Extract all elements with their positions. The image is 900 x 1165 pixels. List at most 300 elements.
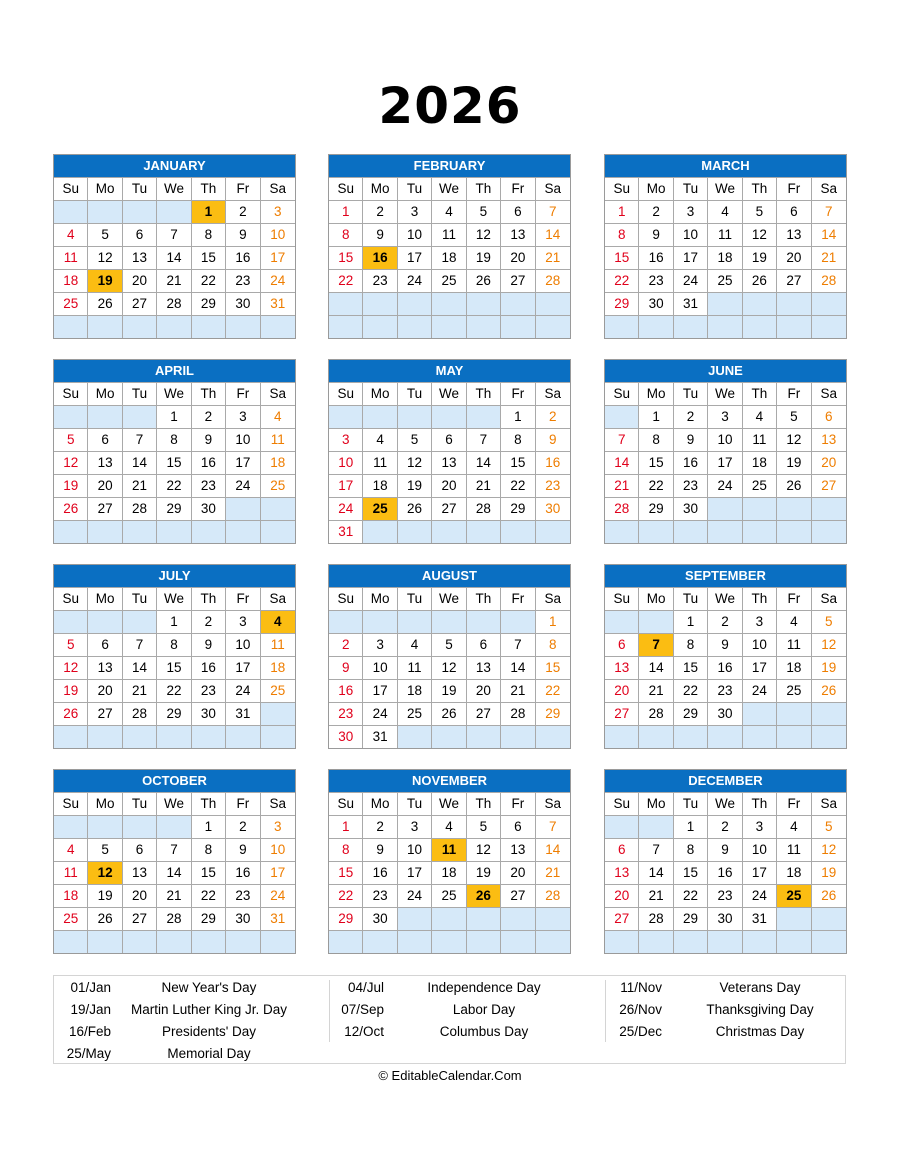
weekday-label: Su bbox=[605, 587, 639, 610]
empty-cell bbox=[123, 930, 157, 953]
day-cell: 5 bbox=[432, 633, 466, 656]
empty-cell bbox=[812, 907, 846, 930]
day-cell: 28 bbox=[157, 292, 191, 315]
empty-cell bbox=[157, 815, 191, 838]
day-cell: 7 bbox=[536, 200, 570, 223]
empty-cell bbox=[432, 725, 466, 748]
day-cell: 28 bbox=[536, 269, 570, 292]
empty-cell bbox=[226, 520, 260, 543]
holiday-day-cell: 11 bbox=[432, 838, 466, 861]
day-cell: 10 bbox=[363, 656, 397, 679]
day-cell: 6 bbox=[605, 633, 639, 656]
empty-cell bbox=[743, 930, 777, 953]
holiday-row bbox=[605, 999, 845, 1021]
empty-cell bbox=[777, 497, 811, 520]
holiday-day-cell: 25 bbox=[777, 884, 811, 907]
empty-cell bbox=[123, 200, 157, 223]
day-cell: 29 bbox=[157, 497, 191, 520]
empty-cell bbox=[467, 610, 501, 633]
day-cell: 18 bbox=[261, 451, 295, 474]
day-cell: 3 bbox=[708, 405, 742, 428]
day-cell: 4 bbox=[54, 223, 88, 246]
weekday-label: Sa bbox=[261, 177, 295, 200]
holiday-name: Martin Luther King Jr. Day bbox=[130, 1002, 288, 1017]
weekday-label: Th bbox=[192, 587, 226, 610]
holiday-row bbox=[329, 999, 569, 1021]
day-cell: 15 bbox=[674, 861, 708, 884]
day-cell: 15 bbox=[157, 656, 191, 679]
day-cell: 20 bbox=[777, 246, 811, 269]
weekday-label: Su bbox=[605, 792, 639, 815]
day-cell: 6 bbox=[432, 428, 466, 451]
empty-cell bbox=[467, 725, 501, 748]
day-cell: 19 bbox=[812, 861, 846, 884]
day-cell: 28 bbox=[536, 884, 570, 907]
day-cell: 5 bbox=[88, 838, 122, 861]
day-cell: 23 bbox=[639, 269, 673, 292]
weekday-label: Su bbox=[54, 587, 88, 610]
day-cell: 3 bbox=[398, 815, 432, 838]
empty-cell bbox=[157, 200, 191, 223]
month-may bbox=[328, 359, 571, 544]
empty-cell bbox=[329, 930, 363, 953]
weekday-label: Fr bbox=[777, 587, 811, 610]
day-cell: 3 bbox=[261, 815, 295, 838]
day-cell: 1 bbox=[674, 610, 708, 633]
day-cell: 11 bbox=[432, 223, 466, 246]
day-cell: 15 bbox=[329, 246, 363, 269]
empty-cell bbox=[708, 725, 742, 748]
day-cell: 18 bbox=[708, 246, 742, 269]
day-cell: 9 bbox=[708, 633, 742, 656]
day-cell: 26 bbox=[54, 702, 88, 725]
holiday-row bbox=[54, 977, 294, 999]
day-cell: 20 bbox=[88, 679, 122, 702]
day-cell: 24 bbox=[743, 679, 777, 702]
weekday-label: Su bbox=[329, 587, 363, 610]
day-cell: 25 bbox=[777, 679, 811, 702]
month-april bbox=[53, 359, 296, 544]
day-cell: 11 bbox=[743, 428, 777, 451]
day-cell: 10 bbox=[226, 633, 260, 656]
empty-cell bbox=[501, 315, 535, 338]
day-cell: 18 bbox=[363, 474, 397, 497]
weekday-label: Su bbox=[329, 177, 363, 200]
empty-cell bbox=[432, 610, 466, 633]
day-cell: 15 bbox=[536, 656, 570, 679]
day-cell: 8 bbox=[639, 428, 673, 451]
empty-cell bbox=[54, 520, 88, 543]
empty-cell bbox=[536, 292, 570, 315]
day-cell: 28 bbox=[605, 497, 639, 520]
empty-cell bbox=[605, 405, 639, 428]
day-cell: 22 bbox=[674, 679, 708, 702]
weekday-label: Sa bbox=[261, 382, 295, 405]
empty-cell bbox=[192, 725, 226, 748]
day-cell: 21 bbox=[123, 474, 157, 497]
day-cell: 9 bbox=[536, 428, 570, 451]
day-cell: 8 bbox=[501, 428, 535, 451]
holiday-name: Memorial Day bbox=[167, 1046, 251, 1061]
weekday-label: Mo bbox=[88, 587, 122, 610]
day-cell: 2 bbox=[192, 610, 226, 633]
month-header: SEPTEMBER bbox=[605, 565, 846, 587]
empty-cell bbox=[88, 815, 122, 838]
day-cell: 29 bbox=[674, 702, 708, 725]
empty-cell bbox=[708, 315, 742, 338]
day-cell: 20 bbox=[501, 861, 535, 884]
day-cell: 16 bbox=[363, 861, 397, 884]
empty-cell bbox=[812, 520, 846, 543]
day-cell: 9 bbox=[192, 428, 226, 451]
day-cell: 9 bbox=[708, 838, 742, 861]
day-cell: 26 bbox=[54, 497, 88, 520]
day-cell: 31 bbox=[226, 702, 260, 725]
column-divider bbox=[329, 980, 330, 1042]
day-cell: 20 bbox=[88, 474, 122, 497]
empty-cell bbox=[261, 315, 295, 338]
day-cell: 2 bbox=[192, 405, 226, 428]
empty-cell bbox=[501, 907, 535, 930]
empty-cell bbox=[777, 315, 811, 338]
day-cell: 21 bbox=[812, 246, 846, 269]
day-cell: 17 bbox=[708, 451, 742, 474]
empty-cell bbox=[398, 930, 432, 953]
empty-cell bbox=[639, 610, 673, 633]
day-cell: 15 bbox=[192, 861, 226, 884]
day-cell: 21 bbox=[157, 269, 191, 292]
day-cell: 6 bbox=[777, 200, 811, 223]
day-cell: 2 bbox=[536, 405, 570, 428]
weekday-label: We bbox=[157, 177, 191, 200]
day-cell: 13 bbox=[812, 428, 846, 451]
weekday-label: Sa bbox=[536, 587, 570, 610]
empty-cell bbox=[605, 520, 639, 543]
day-cell: 31 bbox=[261, 907, 295, 930]
day-cell: 12 bbox=[777, 428, 811, 451]
day-cell: 21 bbox=[467, 474, 501, 497]
weekday-label: Tu bbox=[123, 177, 157, 200]
day-cell: 18 bbox=[432, 246, 466, 269]
day-cell: 12 bbox=[88, 246, 122, 269]
weekday-label: Th bbox=[743, 792, 777, 815]
empty-cell bbox=[743, 702, 777, 725]
holiday-date: 26/Nov bbox=[619, 1002, 662, 1017]
day-cell: 9 bbox=[363, 838, 397, 861]
empty-cell bbox=[467, 292, 501, 315]
day-cell: 19 bbox=[54, 474, 88, 497]
day-cell: 19 bbox=[398, 474, 432, 497]
month-july bbox=[53, 564, 296, 749]
day-cell: 18 bbox=[432, 861, 466, 884]
day-cell: 16 bbox=[708, 861, 742, 884]
day-cell: 19 bbox=[88, 884, 122, 907]
day-cell: 13 bbox=[501, 223, 535, 246]
empty-cell bbox=[432, 315, 466, 338]
day-cell: 3 bbox=[743, 815, 777, 838]
day-cell: 13 bbox=[467, 656, 501, 679]
empty-cell bbox=[192, 520, 226, 543]
day-cell: 13 bbox=[605, 861, 639, 884]
empty-cell bbox=[226, 315, 260, 338]
empty-cell bbox=[743, 725, 777, 748]
day-cell: 6 bbox=[123, 838, 157, 861]
day-cell: 23 bbox=[363, 884, 397, 907]
day-cell: 2 bbox=[226, 200, 260, 223]
empty-cell bbox=[536, 930, 570, 953]
weekday-label: Su bbox=[54, 382, 88, 405]
day-cell: 30 bbox=[192, 497, 226, 520]
day-cell: 22 bbox=[192, 884, 226, 907]
day-cell: 17 bbox=[226, 451, 260, 474]
day-cell: 9 bbox=[192, 633, 226, 656]
day-cell: 24 bbox=[329, 497, 363, 520]
day-cell: 29 bbox=[536, 702, 570, 725]
day-cell: 18 bbox=[54, 884, 88, 907]
empty-cell bbox=[123, 315, 157, 338]
month-march bbox=[604, 154, 847, 339]
day-cell: 11 bbox=[363, 451, 397, 474]
holiday-row bbox=[329, 977, 569, 999]
weekday-label: Fr bbox=[226, 792, 260, 815]
weekday-label: Fr bbox=[501, 792, 535, 815]
day-cell: 27 bbox=[812, 474, 846, 497]
day-cell: 17 bbox=[226, 656, 260, 679]
weekday-label: Sa bbox=[812, 382, 846, 405]
day-cell: 24 bbox=[363, 702, 397, 725]
day-cell: 24 bbox=[743, 884, 777, 907]
empty-cell bbox=[501, 610, 535, 633]
empty-cell bbox=[812, 725, 846, 748]
day-cell: 6 bbox=[467, 633, 501, 656]
weekday-label: Sa bbox=[812, 587, 846, 610]
holiday-name: Christmas Day bbox=[715, 1024, 805, 1039]
holiday-date: 16/Feb bbox=[68, 1024, 111, 1039]
empty-cell bbox=[467, 930, 501, 953]
day-cell: 25 bbox=[432, 884, 466, 907]
empty-cell bbox=[123, 520, 157, 543]
weekday-label: We bbox=[432, 177, 466, 200]
day-cell: 23 bbox=[536, 474, 570, 497]
day-cell: 30 bbox=[329, 725, 363, 748]
empty-cell bbox=[398, 610, 432, 633]
day-cell: 30 bbox=[536, 497, 570, 520]
month-december bbox=[604, 769, 847, 954]
holiday-name: Independence Day bbox=[427, 980, 541, 995]
empty-cell bbox=[226, 930, 260, 953]
day-cell: 24 bbox=[226, 474, 260, 497]
day-cell: 23 bbox=[708, 679, 742, 702]
weekday-label: Th bbox=[743, 382, 777, 405]
day-cell: 30 bbox=[226, 292, 260, 315]
day-cell: 26 bbox=[88, 292, 122, 315]
day-cell: 15 bbox=[605, 246, 639, 269]
day-cell: 23 bbox=[226, 269, 260, 292]
month-june bbox=[604, 359, 847, 544]
day-cell: 24 bbox=[261, 269, 295, 292]
empty-cell bbox=[501, 520, 535, 543]
month-header: JULY bbox=[54, 565, 295, 587]
day-cell: 21 bbox=[639, 884, 673, 907]
day-cell: 6 bbox=[88, 428, 122, 451]
empty-cell bbox=[743, 292, 777, 315]
day-cell: 11 bbox=[398, 656, 432, 679]
day-cell: 7 bbox=[812, 200, 846, 223]
weekday-label: Th bbox=[467, 382, 501, 405]
day-cell: 5 bbox=[467, 815, 501, 838]
weekday-label: We bbox=[708, 382, 742, 405]
day-cell: 25 bbox=[743, 474, 777, 497]
weekday-label: Fr bbox=[501, 382, 535, 405]
day-cell: 29 bbox=[605, 292, 639, 315]
day-cell: 13 bbox=[123, 861, 157, 884]
day-cell: 6 bbox=[812, 405, 846, 428]
weekday-label: Tu bbox=[398, 177, 432, 200]
weekday-label: Tu bbox=[123, 792, 157, 815]
day-cell: 3 bbox=[226, 610, 260, 633]
day-cell: 20 bbox=[123, 884, 157, 907]
day-cell: 8 bbox=[192, 838, 226, 861]
empty-cell bbox=[398, 907, 432, 930]
empty-cell bbox=[743, 520, 777, 543]
day-cell: 2 bbox=[226, 815, 260, 838]
day-cell: 5 bbox=[467, 200, 501, 223]
day-cell: 19 bbox=[743, 246, 777, 269]
day-cell: 13 bbox=[88, 656, 122, 679]
empty-cell bbox=[398, 292, 432, 315]
empty-cell bbox=[467, 907, 501, 930]
day-cell: 24 bbox=[398, 269, 432, 292]
day-cell: 21 bbox=[501, 679, 535, 702]
day-cell: 16 bbox=[226, 861, 260, 884]
empty-cell bbox=[329, 315, 363, 338]
day-cell: 18 bbox=[54, 269, 88, 292]
day-cell: 28 bbox=[639, 907, 673, 930]
day-cell: 4 bbox=[743, 405, 777, 428]
day-cell: 8 bbox=[329, 838, 363, 861]
day-cell: 17 bbox=[363, 679, 397, 702]
weekday-label: We bbox=[157, 792, 191, 815]
day-cell: 14 bbox=[157, 246, 191, 269]
holiday-day-cell: 7 bbox=[639, 633, 673, 656]
weekday-label: We bbox=[432, 792, 466, 815]
empty-cell bbox=[777, 702, 811, 725]
day-cell: 5 bbox=[398, 428, 432, 451]
day-cell: 21 bbox=[157, 884, 191, 907]
weekday-label: Th bbox=[467, 792, 501, 815]
day-cell: 11 bbox=[708, 223, 742, 246]
weekday-label: Su bbox=[54, 177, 88, 200]
empty-cell bbox=[501, 930, 535, 953]
empty-cell bbox=[88, 405, 122, 428]
day-cell: 10 bbox=[708, 428, 742, 451]
day-cell: 8 bbox=[674, 838, 708, 861]
weekday-label: Tu bbox=[674, 177, 708, 200]
day-cell: 3 bbox=[363, 633, 397, 656]
empty-cell bbox=[501, 725, 535, 748]
weekday-label: Th bbox=[192, 382, 226, 405]
day-cell: 7 bbox=[123, 428, 157, 451]
day-cell: 21 bbox=[639, 679, 673, 702]
day-cell: 22 bbox=[605, 269, 639, 292]
day-cell: 22 bbox=[674, 884, 708, 907]
day-cell: 19 bbox=[467, 861, 501, 884]
day-cell: 31 bbox=[329, 520, 363, 543]
day-cell: 30 bbox=[363, 907, 397, 930]
day-cell: 16 bbox=[536, 451, 570, 474]
day-cell: 23 bbox=[363, 269, 397, 292]
day-cell: 24 bbox=[708, 474, 742, 497]
holiday-row bbox=[605, 977, 845, 999]
day-cell: 15 bbox=[674, 656, 708, 679]
empty-cell bbox=[88, 930, 122, 953]
weekday-label: Mo bbox=[639, 587, 673, 610]
day-cell: 20 bbox=[467, 679, 501, 702]
empty-cell bbox=[536, 907, 570, 930]
day-cell: 23 bbox=[226, 884, 260, 907]
day-cell: 27 bbox=[501, 884, 535, 907]
day-cell: 8 bbox=[674, 633, 708, 656]
empty-cell bbox=[743, 497, 777, 520]
day-cell: 1 bbox=[329, 815, 363, 838]
empty-cell bbox=[432, 930, 466, 953]
empty-cell bbox=[192, 930, 226, 953]
empty-cell bbox=[674, 315, 708, 338]
month-header: JANUARY bbox=[54, 155, 295, 177]
day-cell: 10 bbox=[329, 451, 363, 474]
day-cell: 5 bbox=[88, 223, 122, 246]
day-cell: 26 bbox=[88, 907, 122, 930]
day-cell: 29 bbox=[674, 907, 708, 930]
empty-cell bbox=[777, 520, 811, 543]
weekday-label: Tu bbox=[123, 382, 157, 405]
empty-cell bbox=[192, 315, 226, 338]
day-cell: 22 bbox=[157, 474, 191, 497]
weekday-label: Sa bbox=[812, 792, 846, 815]
empty-cell bbox=[432, 405, 466, 428]
empty-cell bbox=[363, 610, 397, 633]
day-cell: 3 bbox=[674, 200, 708, 223]
weekday-label: Fr bbox=[777, 177, 811, 200]
empty-cell bbox=[605, 315, 639, 338]
day-cell: 21 bbox=[536, 246, 570, 269]
day-cell: 23 bbox=[192, 679, 226, 702]
day-cell: 14 bbox=[605, 451, 639, 474]
empty-cell bbox=[398, 405, 432, 428]
day-cell: 11 bbox=[777, 838, 811, 861]
month-header: AUGUST bbox=[329, 565, 570, 587]
day-cell: 9 bbox=[226, 223, 260, 246]
holiday-day-cell: 25 bbox=[363, 497, 397, 520]
day-cell: 7 bbox=[639, 838, 673, 861]
empty-cell bbox=[54, 200, 88, 223]
empty-cell bbox=[398, 520, 432, 543]
empty-cell bbox=[432, 907, 466, 930]
day-cell: 2 bbox=[363, 815, 397, 838]
day-cell: 1 bbox=[605, 200, 639, 223]
month-header: JUNE bbox=[605, 360, 846, 382]
day-cell: 14 bbox=[639, 656, 673, 679]
day-cell: 26 bbox=[467, 269, 501, 292]
weekday-label: Sa bbox=[536, 792, 570, 815]
day-cell: 18 bbox=[777, 656, 811, 679]
day-cell: 28 bbox=[123, 702, 157, 725]
day-cell: 28 bbox=[639, 702, 673, 725]
empty-cell bbox=[812, 292, 846, 315]
weekday-label: Fr bbox=[226, 177, 260, 200]
holiday-row bbox=[54, 999, 294, 1021]
day-cell: 27 bbox=[123, 907, 157, 930]
